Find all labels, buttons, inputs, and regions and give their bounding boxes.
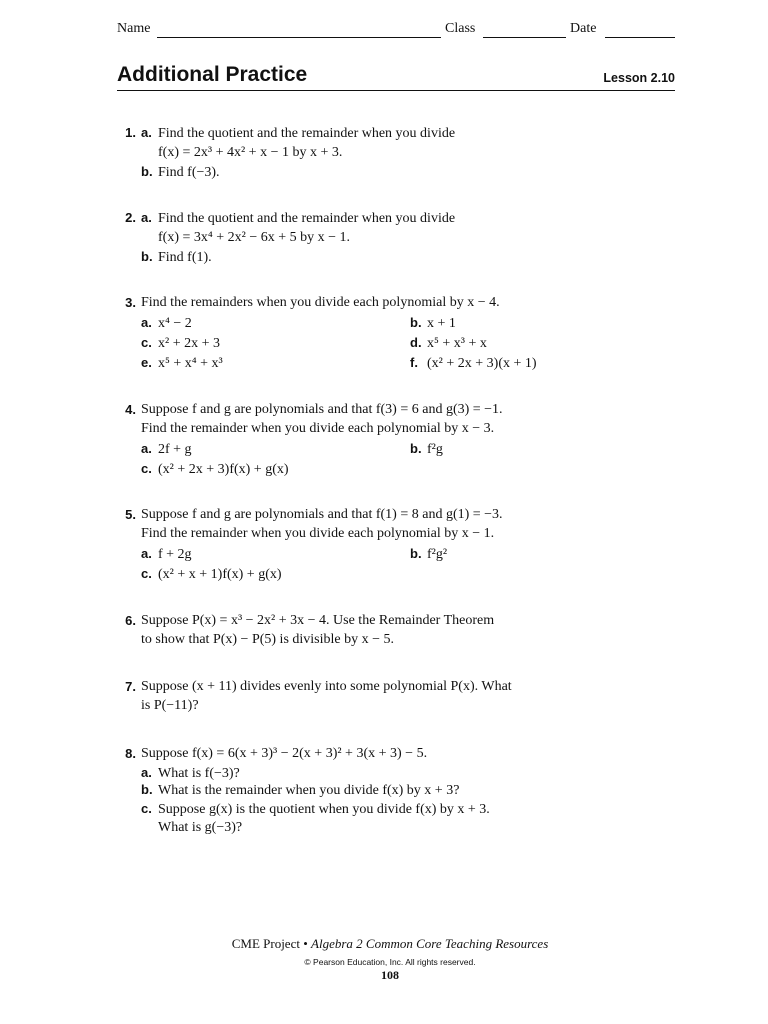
problem-part — [410, 354, 537, 373]
class-label: Class — [445, 21, 476, 36]
date-label: Date — [570, 21, 597, 36]
problem-stem: Find the remainder when you divide each polynomial by x − 3. — [141, 421, 495, 436]
part-label: b. — [410, 546, 422, 561]
problem-text: Suppose g(x) is the quotient when you divide f(x) by x + 3. — [158, 802, 490, 817]
problem-number: 7. — [125, 679, 136, 694]
problem-text: is P(−11)? — [141, 698, 199, 713]
problem-stem: Suppose f and g are polynomials and that f(3) = 6 and g(3) = −1. — [141, 402, 503, 417]
problem-number: 2. — [125, 210, 136, 225]
part-label: a. — [141, 546, 152, 561]
problem-part — [410, 334, 487, 353]
part-label: a. — [141, 441, 152, 456]
part-label: f. — [410, 355, 418, 370]
problem-text: Find the quotient and the remainder when you divide — [158, 126, 456, 141]
problem-number: 8. — [125, 746, 136, 761]
problem-text: Find the quotient and the remainder when you divide — [158, 211, 456, 226]
problem-stem: Find the remainders when you divide each polynomial by x − 4. — [141, 295, 500, 310]
problem-part — [141, 314, 192, 333]
name-blank[interactable] — [157, 37, 441, 38]
part-text: x⁵ + x⁴ + x³ — [158, 356, 223, 371]
part-text: f²g — [427, 442, 443, 457]
book-title: Algebra 2 Common Core Teaching Resources — [311, 936, 549, 951]
date-blank[interactable] — [605, 37, 675, 38]
problem-1a-expression: f(x) = 2x³ + 4x² + x − 1 by x + 3. — [158, 145, 343, 160]
part-text: x² + 2x + 3 — [158, 336, 220, 351]
problem-number: 4. — [125, 402, 136, 417]
problem-text: Find f(1). — [158, 250, 212, 265]
part-text: x + 1 — [427, 316, 456, 331]
problem-number: 3. — [125, 295, 136, 310]
part-label: b. — [410, 441, 422, 456]
part-text: f²g² — [427, 547, 448, 562]
problem-text: to show that P(x) − P(5) is divisible by x − 5. — [141, 632, 395, 647]
part-label: a. — [141, 315, 152, 330]
part-label: d. — [410, 335, 422, 350]
problem-8b — [141, 781, 459, 800]
lesson-label: Lesson 2.10 — [603, 71, 675, 85]
problem-part — [410, 545, 447, 564]
part-label: c. — [141, 801, 152, 816]
problem-number: 1. — [125, 125, 136, 140]
problem-stem: Suppose f and g are polynomials and that f(1) = 8 and g(1) = −3. — [141, 507, 503, 522]
page-number: 108 — [381, 968, 399, 982]
problem-part — [141, 460, 289, 479]
part-text: (x² + 2x + 3)f(x) + g(x) — [158, 462, 289, 477]
problem-text: Suppose P(x) = x³ − 2x² + 3x − 4. Use the Remainder Theorem — [141, 613, 495, 628]
part-label: c. — [141, 566, 152, 581]
problem-2a — [141, 209, 455, 228]
part-label: a. — [141, 125, 152, 140]
problem-part — [141, 440, 192, 459]
part-text: x⁴ − 2 — [158, 316, 192, 331]
problem-part — [410, 314, 456, 333]
part-text: (x² + x + 1)f(x) + g(x) — [158, 567, 282, 582]
bullet: • — [303, 936, 308, 951]
problem-text: Find f(−3). — [158, 165, 220, 180]
part-label: b. — [141, 164, 153, 179]
problem-2a-expression: f(x) = 3x⁴ + 2x² − 6x + 5 by x − 1. — [158, 230, 351, 245]
problem-stem: Find the remainder when you divide each polynomial by x − 1. — [141, 526, 495, 541]
student-info-header — [117, 21, 675, 41]
problem-8c — [141, 800, 490, 819]
part-text: x⁵ + x³ + x — [427, 336, 487, 351]
problem-part — [141, 334, 220, 353]
footer-source — [0, 936, 768, 952]
title-rule — [117, 90, 675, 91]
problem-part — [141, 545, 192, 564]
page-title: Additional Practice — [117, 63, 308, 86]
problem-8c-continuation: What is g(−3)? — [158, 820, 243, 835]
problem-number: 5. — [125, 507, 136, 522]
problem-text: Suppose (x + 11) divides evenly into some polynomial P(x). What — [141, 679, 512, 694]
problem-text: What is the remainder when you divide f(x) by x + 3? — [158, 783, 460, 798]
part-label: b. — [141, 249, 153, 264]
part-label: b. — [141, 782, 153, 797]
problem-part — [141, 354, 223, 373]
problem-part — [141, 565, 282, 584]
problem-stem: Suppose f(x) = 6(x + 3)³ − 2(x + 3)² + 3(x + 3) − 5. — [141, 746, 428, 761]
problem-number: 6. — [125, 613, 136, 628]
problem-text: What is f(−3)? — [158, 766, 240, 781]
problem-2b — [141, 248, 212, 267]
part-label: a. — [141, 210, 152, 225]
name-label: Name — [117, 21, 151, 36]
problem-1a — [141, 124, 455, 143]
class-blank[interactable] — [483, 37, 566, 38]
part-text: 2f + g — [158, 442, 192, 457]
problem-1b — [141, 163, 220, 182]
part-label: a. — [141, 765, 152, 780]
part-text: (x² + 2x + 3)(x + 1) — [427, 356, 537, 371]
part-label: c. — [141, 461, 152, 476]
part-label: b. — [410, 315, 422, 330]
part-label: c. — [141, 335, 152, 350]
problem-part — [410, 440, 443, 459]
part-label: e. — [141, 355, 152, 370]
publisher-prefix: CME Project — [231, 936, 300, 951]
part-text: f + 2g — [158, 547, 192, 562]
copyright: © Pearson Education, Inc. All rights reserved. — [304, 957, 476, 967]
